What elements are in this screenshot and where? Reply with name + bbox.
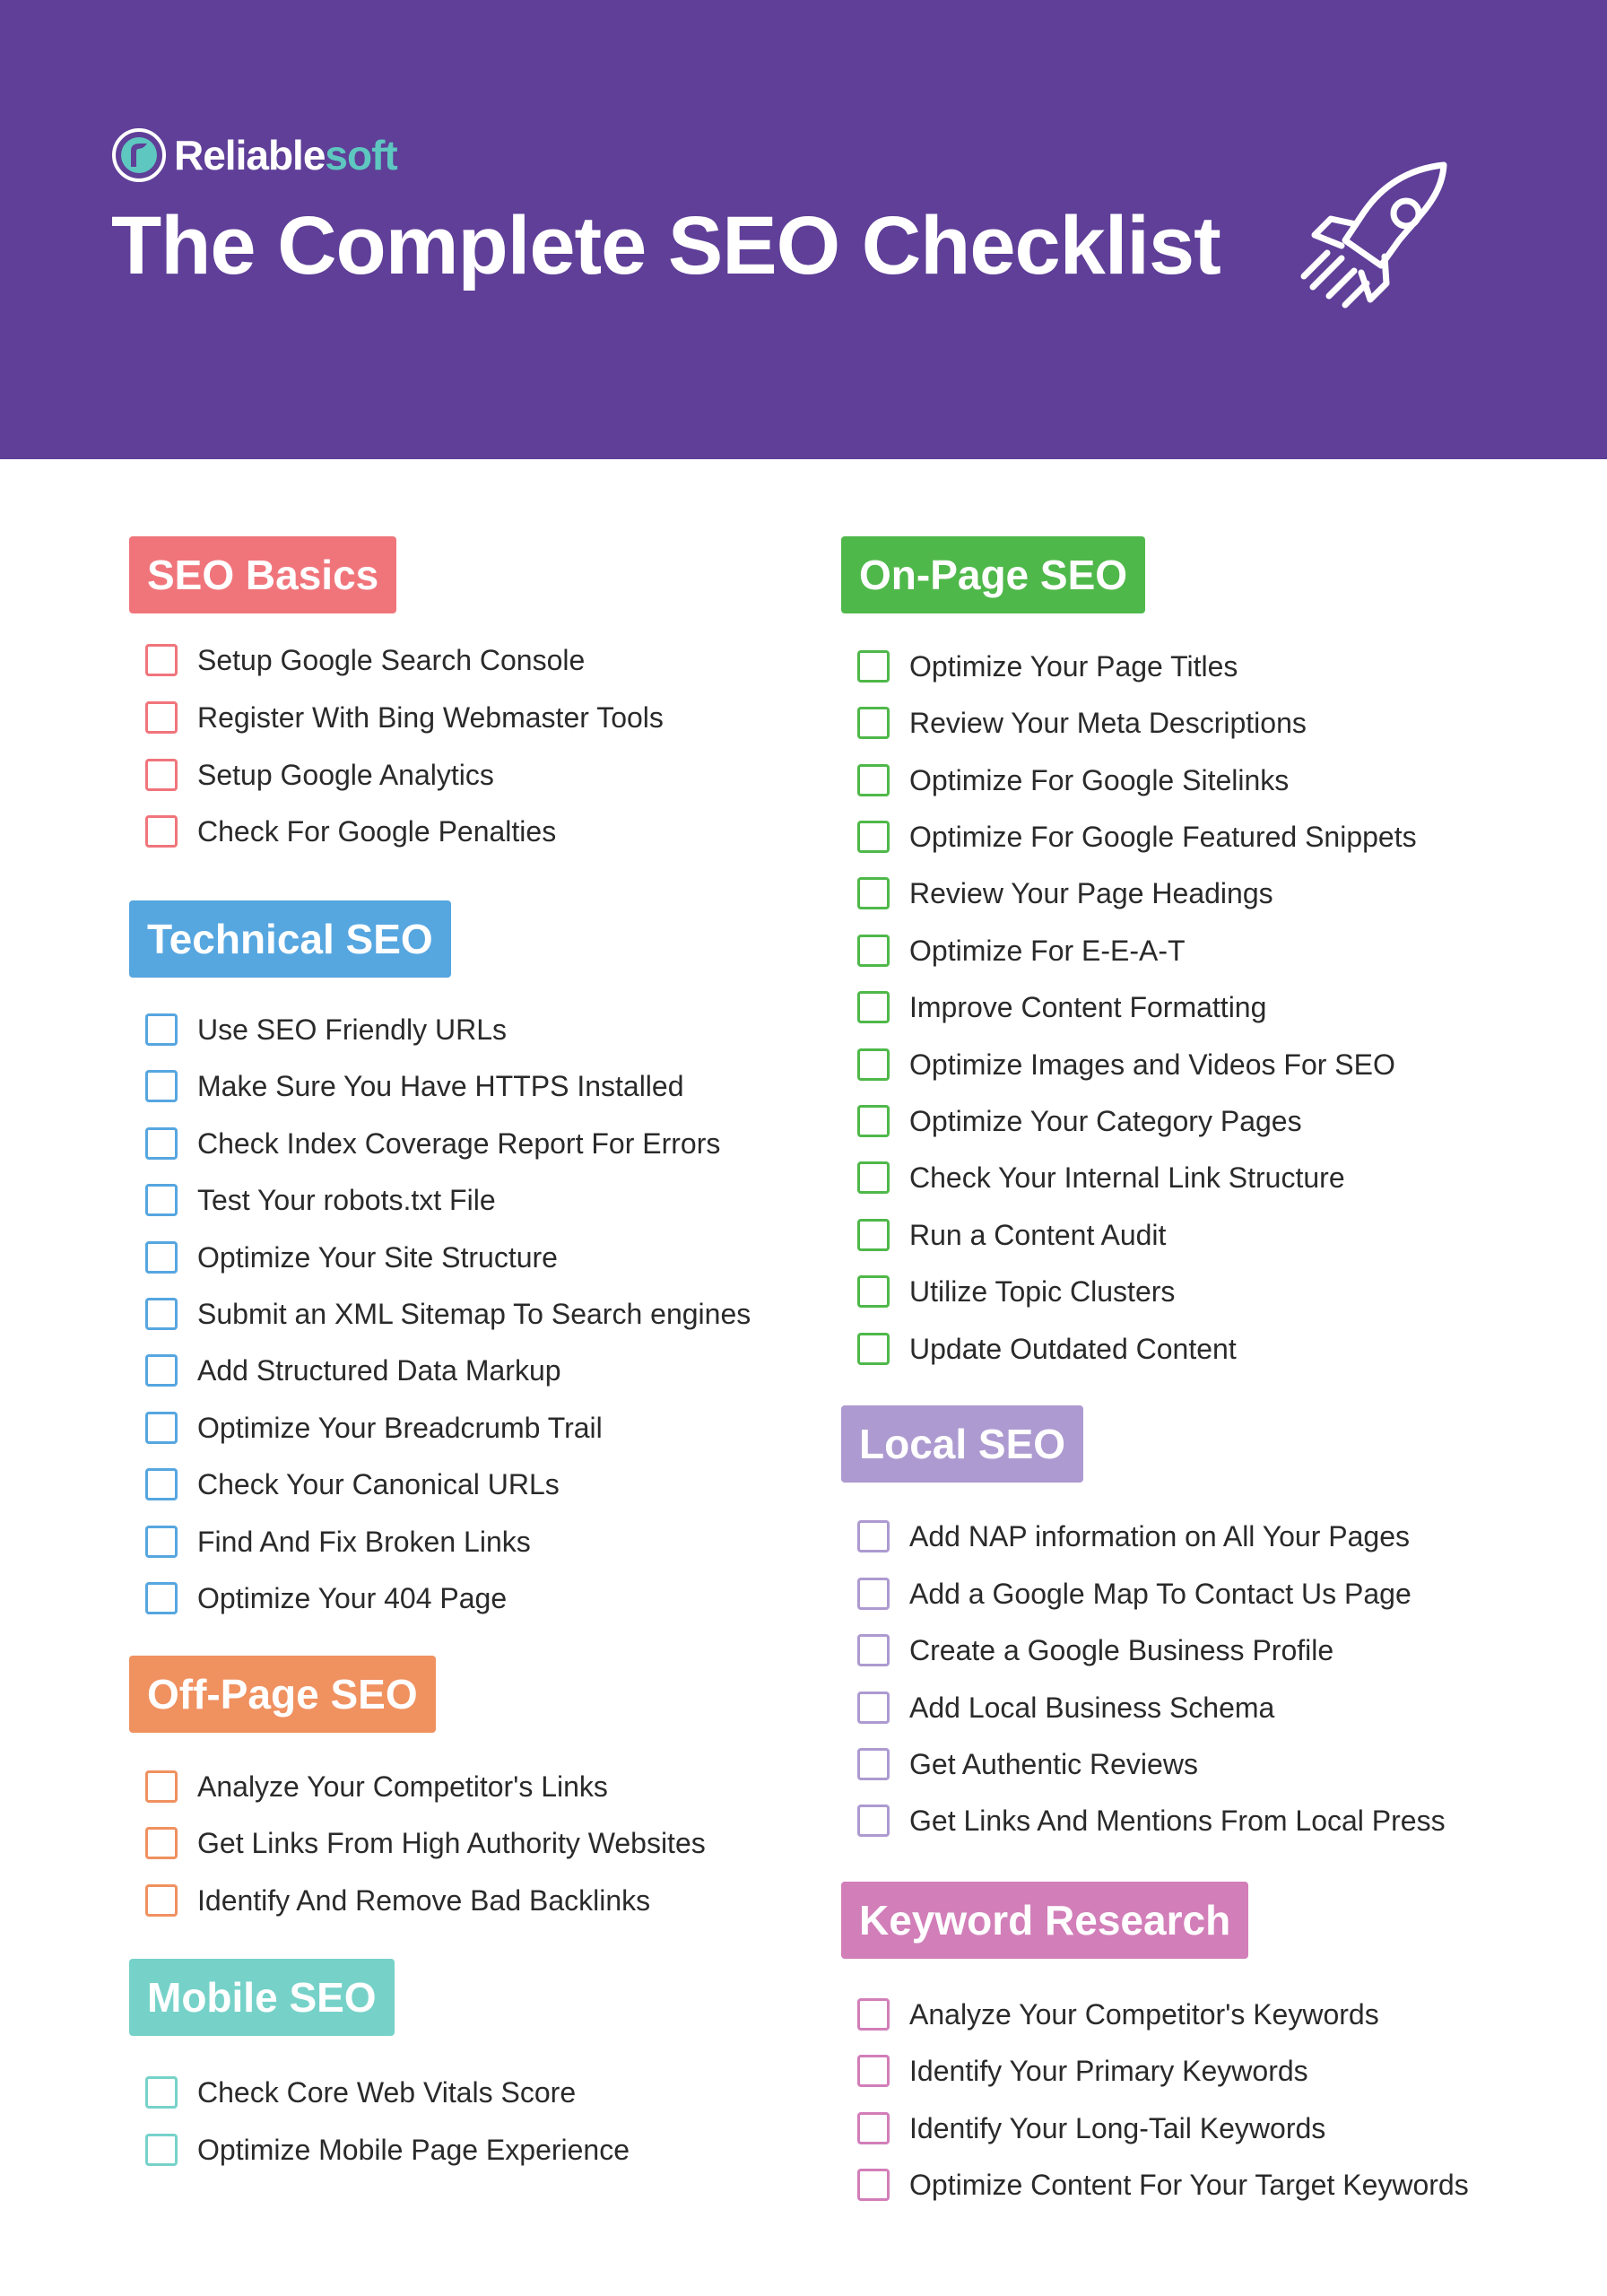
item-label: Check Your Canonical URLs <box>197 1467 560 1500</box>
checkbox[interactable] <box>857 2112 890 2144</box>
item-label: Optimize Your Site Structure <box>197 1240 558 1274</box>
checklist-item[interactable] <box>857 759 1289 802</box>
item-label: Setup Google Search Console <box>197 643 586 676</box>
checklist-item[interactable] <box>857 929 1186 972</box>
item-label: Check Your Internal Link Structure <box>909 1161 1345 1194</box>
checklist-item[interactable] <box>857 1213 1166 1257</box>
checklist-item[interactable] <box>857 1743 1198 1786</box>
checkbox[interactable] <box>857 1692 890 1724</box>
item-label: Update Outdated Content <box>909 1332 1237 1365</box>
item-label: Find And Fix Broken Links <box>197 1525 531 1558</box>
item-label: Review Your Page Headings <box>909 876 1273 909</box>
item-label: Identify Your Long-Tail Keywords <box>909 2111 1326 2144</box>
page-title: The Complete SEO Checklist <box>111 200 1220 291</box>
item-label: Optimize Your Category Pages <box>909 1104 1302 1137</box>
item-label: Submit an XML Sitemap To Search engines <box>197 1297 751 1330</box>
item-label: Use SEO Friendly URLs <box>197 1013 507 1046</box>
item-label: Add a Google Map To Contact Us Page <box>909 1577 1412 1610</box>
checklist-item[interactable] <box>857 986 1266 1029</box>
item-label: Optimize Your 404 Page <box>197 1581 508 1614</box>
item-label: Check For Google Penalties <box>197 814 557 848</box>
item-label: Optimize Content For Your Target Keywords <box>909 2168 1469 2201</box>
checklist-item[interactable] <box>857 645 1238 688</box>
checklist-item[interactable] <box>857 1043 1395 1086</box>
item-label: Analyze Your Competitor's Links <box>197 1770 608 1803</box>
section-on-page-seo-title: On-Page SEO <box>841 536 1145 613</box>
checklist-item[interactable] <box>857 1270 1175 1313</box>
checkbox[interactable] <box>857 821 890 853</box>
item-label: Optimize For E-E-A-T <box>909 934 1186 967</box>
item-label: Register With Bing Webmaster Tools <box>197 700 664 734</box>
section-mobile-seo-title: Mobile SEO <box>129 1959 395 2036</box>
checklist-item[interactable] <box>857 1100 1302 1143</box>
checkbox[interactable] <box>857 1634 890 1666</box>
section-seo-basics-title: SEO Basics <box>129 536 396 613</box>
item-label: Get Authentic Reviews <box>909 1747 1198 1780</box>
item-label: Optimize For Google Featured Snippets <box>909 820 1417 853</box>
item-label: Optimize For Google Sitelinks <box>909 763 1290 796</box>
checklist-item[interactable] <box>857 1993 1379 2036</box>
checkbox[interactable] <box>857 1333 890 1365</box>
brand-name: Reliablesoft <box>174 132 397 178</box>
checklist-item[interactable] <box>857 815 1417 858</box>
item-label: Check Index Coverage Report For Errors <box>197 1126 721 1160</box>
section-technical-seo-title: Technical SEO <box>129 900 451 978</box>
item-label: Optimize Mobile Page Experience <box>197 2133 630 2166</box>
checkbox[interactable] <box>857 1748 890 1780</box>
item-label: Get Links And Mentions From Local Press <box>909 1804 1446 1837</box>
checklist-item[interactable] <box>857 1156 1345 1199</box>
item-label: Setup Google Analytics <box>197 758 494 791</box>
checklist-item[interactable] <box>857 1572 1412 1615</box>
section-off-page-seo-title: Off-Page SEO <box>129 1656 436 1733</box>
item-label: Optimize Images and Videos For SEO <box>909 1048 1395 1081</box>
checkbox[interactable] <box>857 764 890 796</box>
checkbox[interactable] <box>857 707 890 739</box>
checkbox[interactable] <box>857 1219 890 1251</box>
checkbox[interactable] <box>857 1161 890 1194</box>
item-label: Optimize Your Breadcrumb Trail <box>197 1411 603 1444</box>
section-keyword-research-title: Keyword Research <box>841 1882 1248 1959</box>
checklist-item[interactable] <box>857 872 1273 915</box>
item-label: Make Sure You Have HTTPS Installed <box>197 1069 684 1102</box>
checklist-item[interactable] <box>857 2163 1469 2206</box>
checkbox[interactable] <box>857 1578 890 1610</box>
item-label: Add NAP information on All Your Pages <box>909 1519 1410 1552</box>
checklist-item[interactable] <box>857 2107 1325 2150</box>
checklist-item[interactable] <box>857 1799 1446 1842</box>
checklist-item[interactable] <box>857 1629 1333 1672</box>
checkbox[interactable] <box>857 1520 890 1552</box>
checkbox[interactable] <box>857 1048 890 1081</box>
item-label: Utilize Topic Clusters <box>909 1274 1176 1308</box>
item-label: Analyze Your Competitor's Keywords <box>909 1997 1379 2031</box>
checklist-item[interactable] <box>857 1327 1237 1370</box>
checkbox[interactable] <box>857 1998 890 2031</box>
item-label: Check Core Web Vitals Score <box>197 2075 577 2109</box>
item-label: Create a Google Business Profile <box>909 1633 1334 1666</box>
item-label: Identify Your Primary Keywords <box>909 2054 1308 2087</box>
checkbox[interactable] <box>857 1105 890 1137</box>
item-label: Add Local Business Schema <box>909 1691 1275 1724</box>
checkbox[interactable] <box>857 1275 890 1308</box>
checkbox[interactable] <box>857 1805 890 1837</box>
item-label: Add Structured Data Markup <box>197 1353 561 1387</box>
item-label: Review Your Meta Descriptions <box>909 706 1307 739</box>
checklist-item[interactable] <box>857 1515 1410 1558</box>
item-label: Improve Content Formatting <box>909 990 1267 1023</box>
checkbox[interactable] <box>857 935 890 967</box>
checkbox[interactable] <box>857 991 890 1023</box>
checklist-item[interactable] <box>857 1686 1274 1729</box>
item-label: Optimize Your Page Titles <box>909 649 1238 683</box>
item-label: Get Links From High Authority Websites <box>197 1826 706 1859</box>
item-label: Run a Content Audit <box>909 1218 1167 1251</box>
checklist-item[interactable] <box>857 701 1307 744</box>
checkbox[interactable] <box>857 877 890 909</box>
item-label: Test Your robots.txt File <box>197 1183 496 1216</box>
checkbox[interactable] <box>857 650 890 683</box>
item-label: Identify And Remove Bad Backlinks <box>197 1883 651 1917</box>
section-local-seo-title: Local SEO <box>841 1405 1083 1483</box>
checkbox[interactable] <box>857 2055 890 2087</box>
checklist-item[interactable] <box>857 2049 1308 2092</box>
checkbox[interactable] <box>857 2169 890 2201</box>
